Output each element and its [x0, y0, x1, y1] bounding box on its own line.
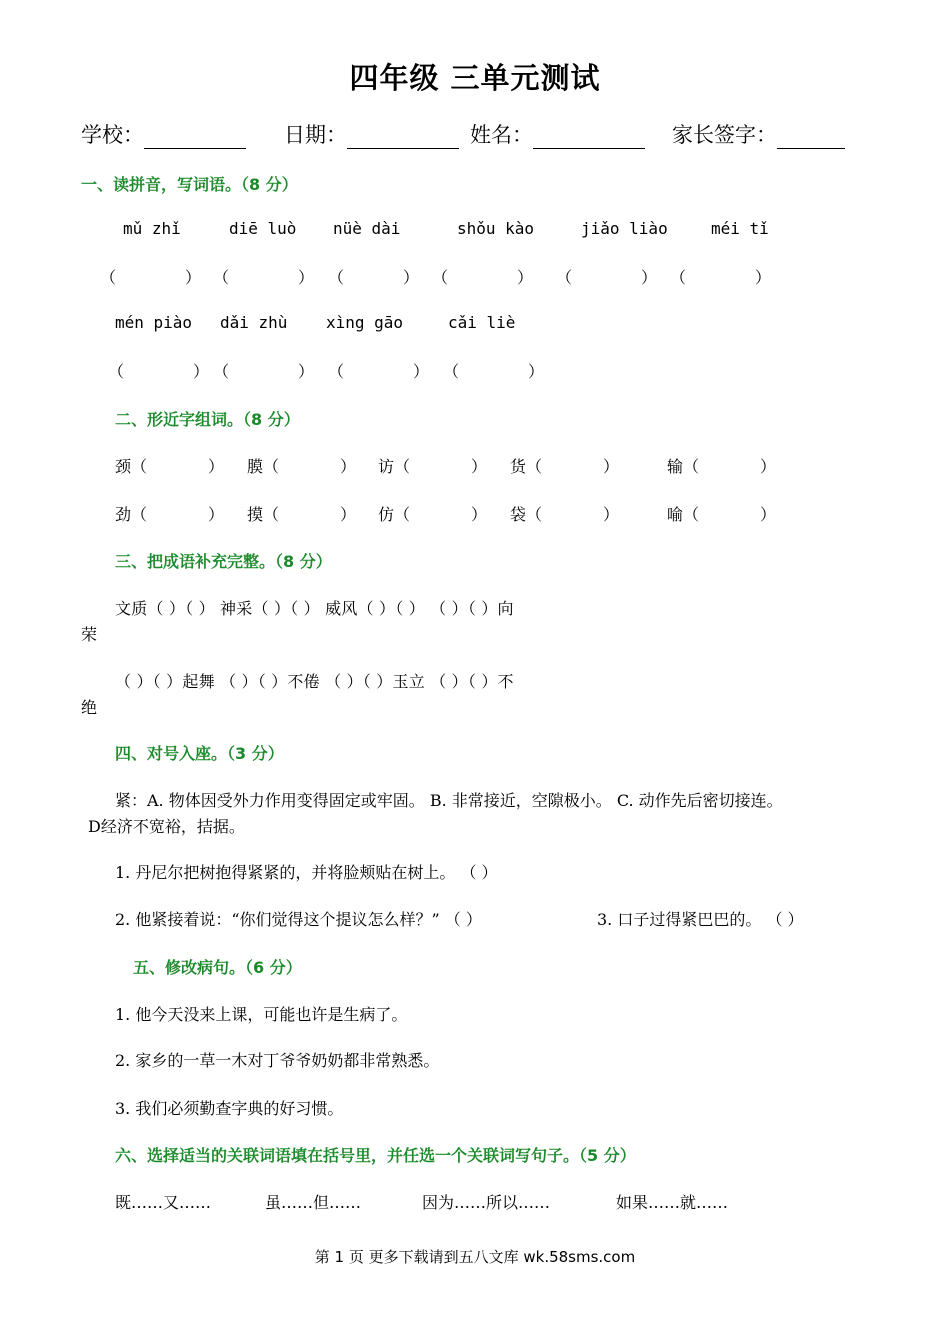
section-5-title: 五、修改病句。（6 分）: [133, 958, 302, 977]
school-label: 学校：: [81, 123, 144, 147]
conjunction-option: 既……又……: [115, 1193, 212, 1212]
question-item: 3. 口子过得紧巴巴的。 （ ）: [597, 910, 804, 929]
section-3-title: 三、把成语补充完整。（8 分）: [115, 552, 332, 571]
pinyin-item: xìng gāo: [326, 313, 404, 332]
answer-paren-open: （: [443, 362, 460, 381]
char-item: 仿（ ）: [378, 505, 488, 524]
parent-signature-field: [672, 119, 845, 149]
page-title: 四年级 三单元测试: [349, 61, 601, 95]
answer-paren-open: （: [213, 268, 230, 287]
answer-paren-close: ）: [193, 362, 210, 381]
name-label: 姓名：: [470, 123, 533, 147]
date-blank[interactable]: [347, 126, 459, 149]
section-2-title: 二、形近字组词。（8 分）: [115, 410, 300, 429]
pinyin-item: mǔ zhǐ: [123, 219, 181, 238]
question-item: 1. 丹尼尔把树抱得紧紧的，并将脸颊贴在树上。 （ ）: [115, 863, 498, 882]
char-item: 摸（ ）: [247, 505, 357, 524]
answer-paren-close: ）: [403, 268, 420, 287]
pinyin-item: cǎi liè: [448, 313, 516, 332]
pinyin-item: nüè dài: [333, 219, 401, 238]
name-blank[interactable]: [533, 126, 645, 149]
answer-paren-open: （: [108, 362, 125, 381]
conjunction-option: 因为……所以……: [422, 1193, 551, 1212]
idiom-line: 文质（ ）（ ） 神采（ ）（ ） 威风（ ）（ ） （ ）（ ）向: [115, 599, 514, 618]
page-footer: 第 1 页 更多下载请到五八文库 wk.58sms.com: [314, 1248, 636, 1266]
char-item: 货（ ）: [510, 457, 620, 476]
pinyin-item: diē luò: [229, 219, 297, 238]
school-field: [81, 119, 246, 149]
question-item: 2. 家乡的一草一木对丁爷爷奶奶都非常熟悉。: [115, 1051, 440, 1070]
answer-paren-close: ）: [528, 362, 545, 381]
char-item: 访（ ）: [378, 457, 488, 476]
section-4-title: 四、对号入座。（3 分）: [115, 744, 284, 763]
answer-paren-close: ）: [755, 268, 772, 287]
question-item: 3. 我们必须勤查字典的好习惯。: [115, 1099, 344, 1118]
answer-paren-close: ）: [641, 268, 658, 287]
conjunction-option: 虽……但……: [265, 1193, 362, 1212]
answer-paren-close: ）: [517, 268, 534, 287]
answer-paren-open: （: [213, 362, 230, 381]
answer-paren-open: （: [556, 268, 573, 287]
answer-paren-close: ）: [298, 268, 315, 287]
answer-paren-close: ）: [185, 268, 202, 287]
question-item: 2. 他紧接着说：“你们觉得这个提议怎么样？” （ ）: [115, 910, 482, 929]
idiom-line: （ ）（ ）起舞 （ ）（ ）不倦 （ ）（ ）玉立 （ ）（ ）不: [115, 672, 514, 691]
answer-paren-close: ）: [298, 362, 315, 381]
date-field: [284, 119, 459, 149]
section-6-title: 六、选择适当的关联词语填在括号里，并任选一个关联词写句子。（5 分）: [115, 1146, 636, 1165]
section-1-title: 一、读拼音，写词语。（8 分）: [81, 175, 298, 194]
idiom-line-wrap: 绝: [81, 698, 98, 717]
pinyin-item: jiǎo liào: [581, 219, 668, 238]
char-item: 劲（ ）: [115, 505, 225, 524]
answer-paren-open: （: [328, 362, 345, 381]
char-item: 袋（ ）: [510, 505, 620, 524]
char-item: 颈（ ）: [115, 457, 225, 476]
idiom-line-wrap: 荣: [81, 625, 98, 644]
definition-line: 紧：A. 物体因受外力作用变得固定或牢固。 B. 非常接近，空隙极小。 C. 动作先后密切接连。: [115, 791, 783, 810]
pinyin-item: mén piào: [115, 313, 193, 332]
answer-paren-open: （: [432, 268, 449, 287]
char-item: 膜（ ）: [247, 457, 357, 476]
answer-paren-open: （: [670, 268, 687, 287]
char-item: 喻（ ）: [667, 505, 777, 524]
date-label: 日期：: [284, 123, 347, 147]
answer-paren-open: （: [328, 268, 345, 287]
answer-paren-open: （: [100, 268, 117, 287]
school-blank[interactable]: [144, 126, 246, 149]
char-item: 输（ ）: [667, 457, 777, 476]
parent-signature-blank[interactable]: [777, 126, 845, 149]
conjunction-option: 如果……就……: [616, 1193, 729, 1212]
pinyin-item: méi tǐ: [711, 219, 769, 238]
pinyin-item: dǎi zhù: [220, 313, 288, 332]
name-field: [470, 119, 645, 149]
definition-line: D经济不宽裕，拮据。: [88, 817, 245, 836]
parent-signature-label: 家长签字：: [672, 123, 777, 147]
question-item: 1. 他今天没来上课，可能也许是生病了。: [115, 1005, 408, 1024]
answer-paren-close: ）: [413, 362, 430, 381]
pinyin-item: shǒu kào: [457, 219, 535, 238]
